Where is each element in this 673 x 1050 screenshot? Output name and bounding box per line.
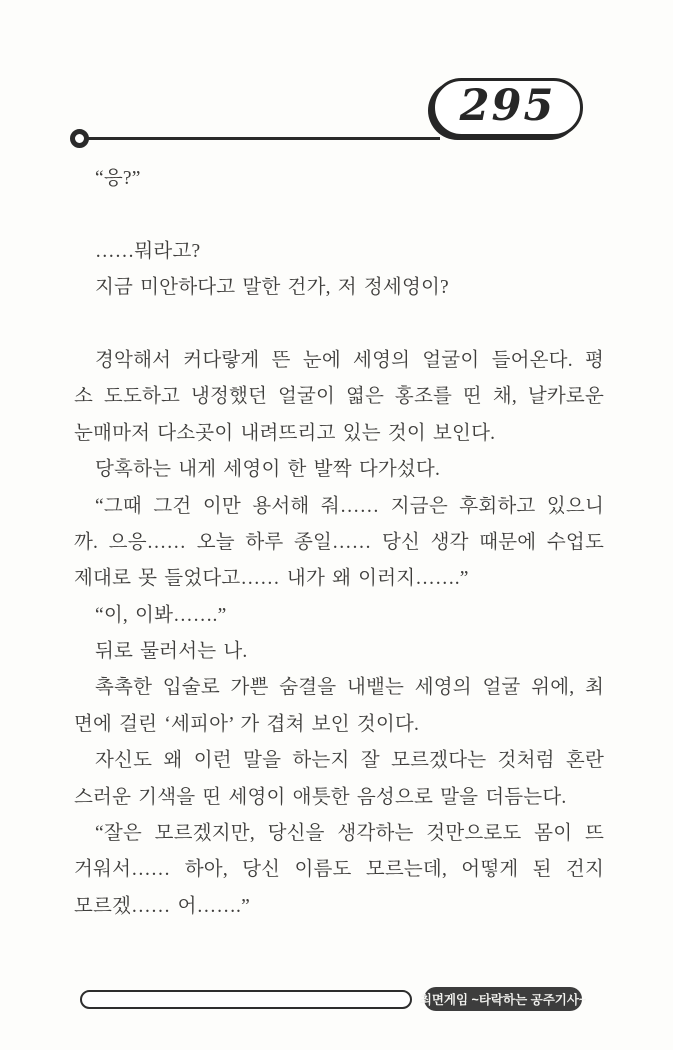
header-ring-ornament [70, 129, 89, 148]
header-rule-line [88, 137, 440, 140]
footer-rule-capsule [80, 990, 412, 1009]
text-line: 촉촉한 입술로 가쁜 숨결을 내뱉는 세영의 얼굴 위에, 최 [95, 677, 604, 699]
text-line: “이, 이봐…….” [95, 604, 227, 626]
text-line: 경악해서 커다랗게 뜬 눈에 세영의 얼굴이 들어온다. 평 [95, 349, 604, 371]
text-line: 까. 으응…… 오늘 하루 종일…… 당신 생각 때문에 수업도 [74, 531, 604, 553]
text-line: “응?” [95, 168, 141, 189]
text-line: ……뭐라고? [95, 240, 201, 262]
series-title-badge [419, 987, 587, 1011]
text-line: 당혹하는 내게 세영이 한 발짝 다가섰다. [95, 459, 441, 481]
text-line: 뒤로 물러서는 나. [95, 641, 248, 663]
text-line: “잘은 모르겠지만, 당신을 생각하는 것만으로도 몸이 뜨 [95, 823, 604, 845]
text-line: 모르겠…… 어…….” [74, 895, 250, 917]
text-line: 제대로 못 들었다고…… 내가 왜 이러지…….” [74, 568, 469, 590]
text-line: 지금 미안하다고 말한 건가, 저 정세영이? [95, 277, 449, 299]
text-line: 자신도 왜 이런 말을 하는지 잘 모르겠다는 것처럼 혼란 [95, 750, 604, 772]
text-line: 눈매마저 다소곳이 내려뜨리고 있는 것이 보인다. [74, 422, 496, 444]
page-number-badge [432, 78, 583, 137]
text-line: “그때 그건 이만 용서해 줘…… 지금은 후회하고 있으니 [95, 495, 604, 517]
series-title: 최면게임 ~타락하는 공주기사~ [419, 993, 587, 1007]
text-line: 거워서…… 하아, 당신 이름도 모르는데, 어떻게 된 건지 [74, 859, 604, 881]
body-text [74, 161, 604, 925]
text-line: 소 도도하고 냉정했던 얼굴이 엷은 홍조를 띤 채, 날카로운 [74, 386, 604, 408]
page-number: 295 [459, 80, 556, 131]
text-line: 면에 걸린 ‘세피아’ 가 겹쳐 보인 것이다. [74, 713, 420, 735]
text-line [74, 197, 604, 233]
text-line [74, 307, 604, 343]
text-line: 스러운 기색을 띤 세영이 애틋한 음성으로 말을 더듬는다. [74, 786, 567, 808]
